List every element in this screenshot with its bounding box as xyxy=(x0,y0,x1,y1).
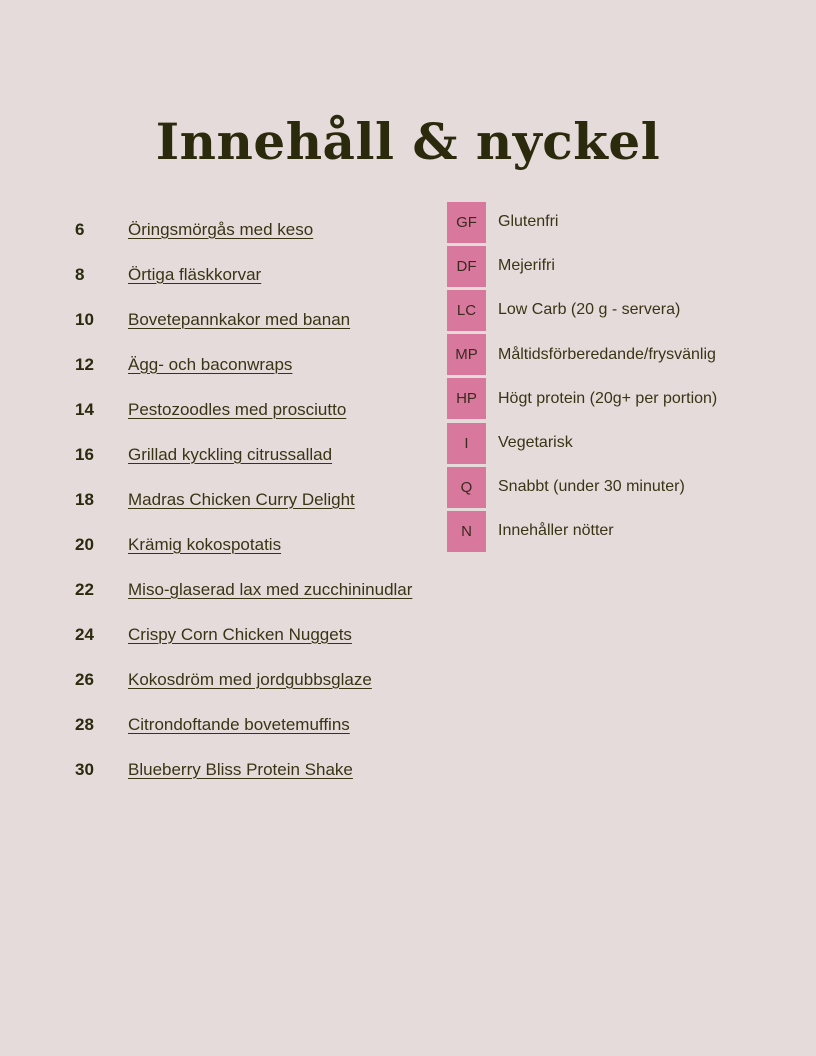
toc-row xyxy=(75,747,455,792)
toc-link[interactable]: Bovetepannkakor med banan xyxy=(128,309,351,329)
legend-key xyxy=(447,200,777,554)
page-title: Innehåll & nyckel xyxy=(155,111,661,171)
legend-label: Vegetarisk xyxy=(498,434,573,452)
toc-page-number: 20 xyxy=(75,534,94,554)
toc-row xyxy=(75,567,455,612)
legend-badge: LC xyxy=(447,290,486,331)
legend-item xyxy=(447,421,777,465)
legend-item xyxy=(447,465,777,509)
toc-link[interactable]: Miso-glaserad lax med zucchininudlar xyxy=(128,579,413,599)
toc-row xyxy=(75,387,455,432)
toc-page-number: 8 xyxy=(75,264,85,284)
toc-link[interactable]: Pestozoodles med prosciutto xyxy=(128,399,347,419)
toc-row xyxy=(75,612,455,657)
legend-badge: Q xyxy=(447,467,486,508)
toc-page-number: 30 xyxy=(75,759,94,779)
toc-page-number: 16 xyxy=(75,444,94,464)
legend-label: Glutenfri xyxy=(498,213,559,231)
legend-badge: HP xyxy=(447,378,486,419)
legend-item xyxy=(447,333,777,377)
legend-item xyxy=(447,377,777,421)
toc-page-number: 24 xyxy=(75,624,94,644)
toc-link[interactable]: Citrondoftande bovetemuffins xyxy=(128,714,350,734)
toc-row xyxy=(75,207,455,252)
legend-label: Mejerifri xyxy=(498,257,555,275)
toc-link[interactable]: Grillad kyckling citrussallad xyxy=(128,444,333,464)
toc-link[interactable]: Öringsmörgås med keso xyxy=(128,219,314,239)
toc-page-number: 10 xyxy=(75,309,94,329)
toc-row xyxy=(75,252,455,297)
legend-badge: DF xyxy=(447,246,486,287)
toc-page-number: 6 xyxy=(75,219,85,239)
toc-link[interactable]: Blueberry Bliss Protein Shake xyxy=(128,759,353,779)
toc-row xyxy=(75,657,455,702)
legend-label: Low Carb (20 g - servera) xyxy=(498,301,681,319)
legend-badge: I xyxy=(447,423,486,464)
toc-link[interactable]: Ägg- och baconwraps xyxy=(128,354,293,374)
legend-label: Innehåller nötter xyxy=(498,522,614,540)
legend-badge: MP xyxy=(447,334,486,375)
legend-item xyxy=(447,509,777,553)
toc-page-number: 26 xyxy=(75,669,94,689)
legend-item xyxy=(447,200,777,244)
toc-page-number: 14 xyxy=(75,399,94,419)
toc-link[interactable]: Krämig kokospotatis xyxy=(128,534,282,554)
toc-row xyxy=(75,702,455,747)
toc-link[interactable]: Örtiga fläskkorvar xyxy=(128,264,262,284)
legend-label: Högt protein (20g+ per portion) xyxy=(498,389,718,407)
toc-row xyxy=(75,342,455,387)
toc-row xyxy=(75,477,455,522)
toc-link[interactable]: Kokosdröm med jordgubbsglaze xyxy=(128,669,372,689)
toc-page-number: 28 xyxy=(75,714,94,734)
legend-label: Måltidsförberedande/frysvänlig xyxy=(498,345,716,363)
toc-link[interactable]: Madras Chicken Curry Delight xyxy=(128,489,355,509)
table-of-contents xyxy=(75,207,455,792)
legend-label: Snabbt (under 30 minuter) xyxy=(498,478,685,496)
toc-link[interactable]: Crispy Corn Chicken Nuggets xyxy=(128,624,352,644)
toc-page-number: 12 xyxy=(75,354,94,374)
legend-badge: N xyxy=(447,511,486,552)
toc-row xyxy=(75,522,455,567)
toc-row xyxy=(75,432,455,477)
legend-badge: GF xyxy=(447,202,486,243)
toc-page-number: 18 xyxy=(75,489,94,509)
legend-item xyxy=(447,244,777,288)
toc-row xyxy=(75,297,455,342)
toc-page-number: 22 xyxy=(75,579,94,599)
legend-item xyxy=(447,288,777,332)
